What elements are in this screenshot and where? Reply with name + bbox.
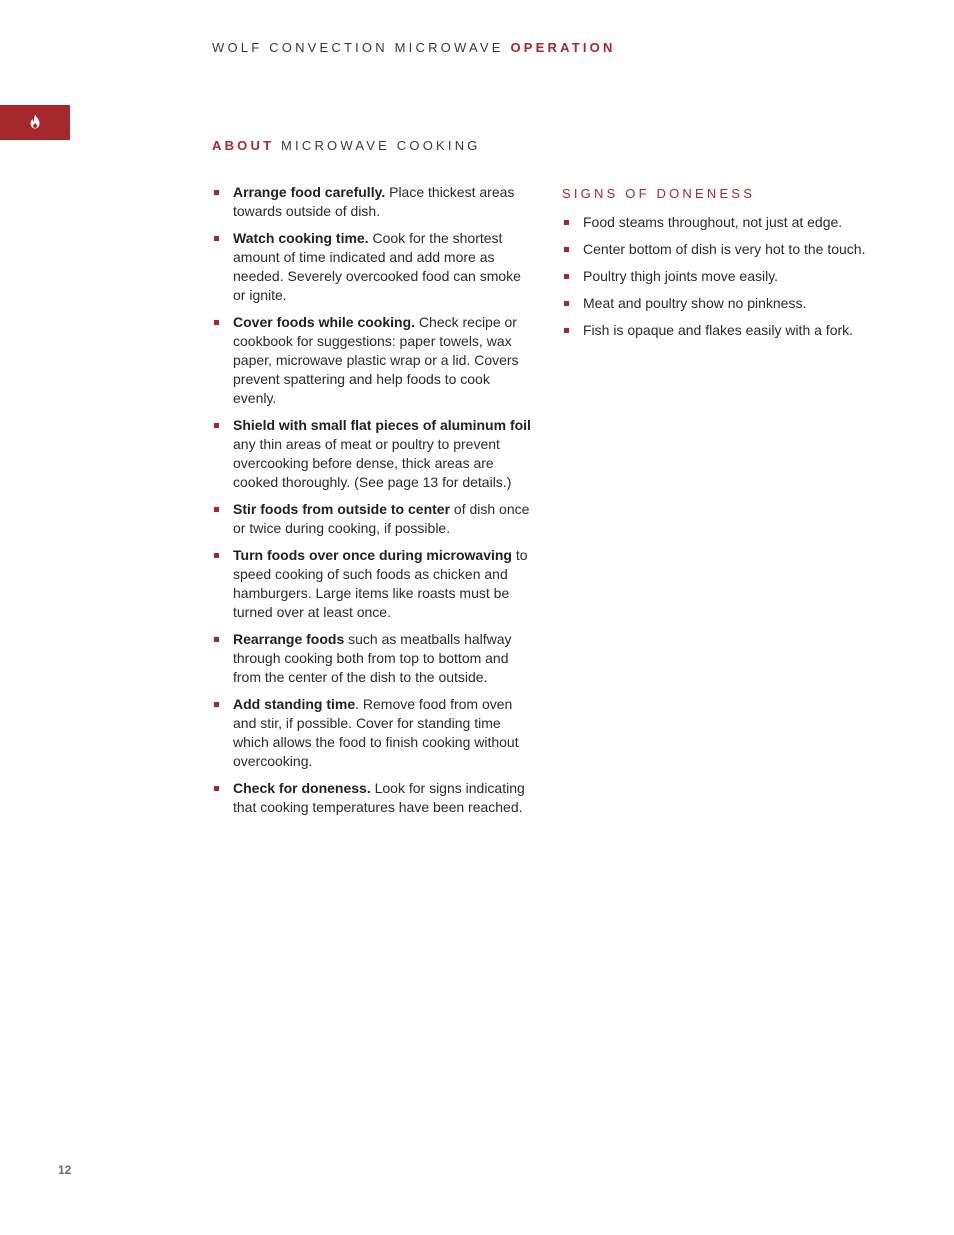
bullet-square-icon	[214, 320, 219, 325]
bullet-square-icon	[214, 786, 219, 791]
list-item	[212, 183, 537, 221]
running-header	[212, 40, 616, 55]
bullet-square-icon	[214, 637, 219, 642]
list-item	[212, 229, 537, 305]
section-title-accent: ABOUT	[212, 138, 275, 153]
bullet-square-icon	[564, 220, 569, 225]
bullet-square-icon	[214, 553, 219, 558]
cooking-tips	[212, 183, 537, 825]
tip-heading: Add standing time	[233, 696, 356, 712]
list-item	[212, 546, 537, 622]
tip-heading: Watch cooking time.	[233, 230, 369, 246]
tip-text: . Remove food from oven and stir, if possible. Cover for standing time which allows the food to finish cooking without overcooking.	[233, 696, 519, 769]
list-item	[212, 630, 537, 687]
tip-text: Check recipe or cookbook for suggestions: paper towels, wax paper, microwave plastic wrap or a lid. Covers prevent spattering and help foods to cook evenly.	[233, 314, 519, 406]
page-number: 12	[58, 1163, 72, 1177]
list-item	[212, 779, 537, 817]
doneness-text: Food steams throughout, not just at edge.	[583, 214, 843, 230]
bullet-square-icon	[214, 423, 219, 428]
list-item	[562, 294, 902, 313]
bullet-square-icon	[214, 507, 219, 512]
doneness-text: Center bottom of dish is very hot to the touch.	[583, 241, 866, 257]
bullet-square-icon	[214, 236, 219, 241]
tip-heading: Shield with small flat pieces of aluminum foil	[233, 417, 531, 433]
tip-heading: Arrange food carefully.	[233, 184, 386, 200]
list-item	[212, 500, 537, 538]
bullet-square-icon	[564, 301, 569, 306]
doneness-text: Meat and poultry show no pinkness.	[583, 295, 807, 311]
running-header-accent: OPERATION	[510, 40, 616, 55]
tip-text: such as meatballs halfway through cooking both from top to bottom and from the center of the dish to the outside.	[233, 631, 512, 685]
signs-of-doneness-title: SIGNS OF DONENESS	[562, 186, 756, 201]
tip-heading: Rearrange foods	[233, 631, 345, 647]
flame-icon	[29, 114, 41, 129]
tip-text: any thin areas of meat or poultry to prevent overcooking before dense, thick areas are cooked thoroughly. (See page 13 for details.)	[233, 436, 512, 490]
bullet-square-icon	[214, 702, 219, 707]
section-title	[212, 138, 481, 153]
list-item	[562, 213, 902, 232]
tip-text: Cook for the shortest amount of time indicated and add more as needed. Severely overcooked food can smoke or ignite.	[233, 230, 521, 303]
list-item	[562, 240, 902, 259]
running-header-prefix: WOLF CONVECTION MICROWAVE	[212, 40, 504, 55]
bullet-square-icon	[564, 247, 569, 252]
list-item	[562, 321, 902, 340]
bullet-square-icon	[564, 274, 569, 279]
doneness-text: Poultry thigh joints move easily.	[583, 268, 779, 284]
list-item	[212, 313, 537, 408]
list-item	[562, 267, 902, 286]
tip-text: Place thickest areas towards outside of dish.	[233, 184, 515, 219]
tip-heading: Check for doneness.	[233, 780, 371, 796]
tip-text: to speed cooking of such foods as chicken and hamburgers. Large items like roasts must be turned over at least once.	[233, 547, 528, 620]
doneness-list	[562, 213, 902, 340]
bullet-square-icon	[214, 190, 219, 195]
tip-heading: Turn foods over once during microwaving	[233, 547, 512, 563]
bullet-square-icon	[564, 328, 569, 333]
tip-text: Look for signs indicating that cooking temperatures have been reached.	[233, 780, 525, 815]
section-title-text: MICROWAVE COOKING	[281, 138, 481, 153]
section-tab	[0, 105, 70, 140]
cooking-tips-list	[212, 183, 537, 817]
tip-text: of dish once or twice during cooking, if possible.	[233, 501, 530, 536]
tip-heading: Stir foods from outside to center	[233, 501, 451, 517]
tip-heading: Cover foods while cooking.	[233, 314, 416, 330]
list-item	[212, 695, 537, 771]
list-item	[212, 416, 537, 492]
signs-of-doneness	[562, 186, 902, 348]
doneness-text: Fish is opaque and flakes easily with a fork.	[583, 322, 854, 338]
